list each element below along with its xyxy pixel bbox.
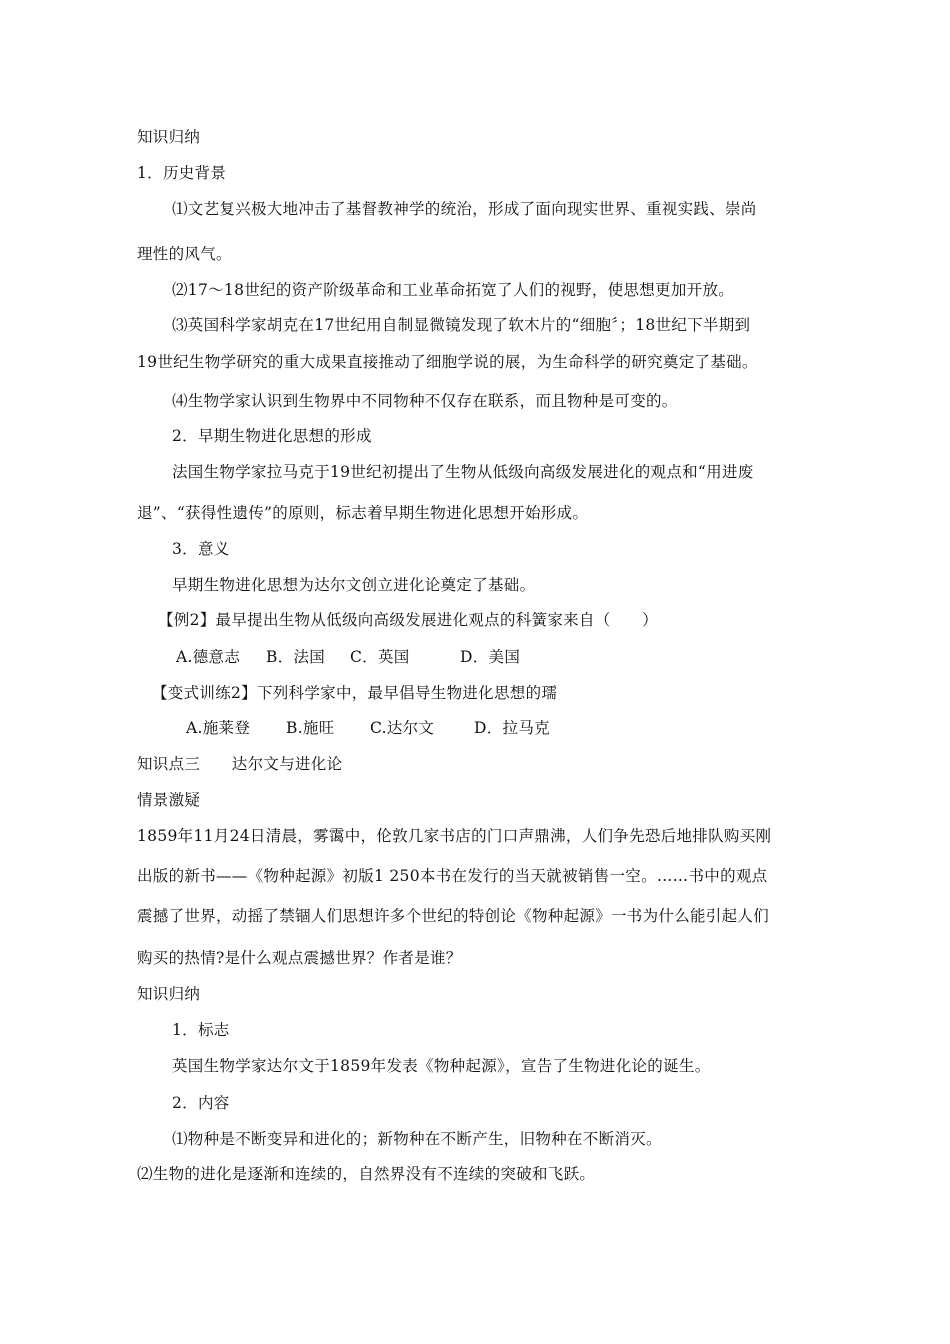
option-b: B.施旺 <box>286 719 335 737</box>
section-heading-knowledge-summary: 知识归纳 <box>137 128 201 146</box>
scenario-line4: 购买的热情?是什么观点震撼世界？作者是谁？ <box>137 949 462 967</box>
paragraph-renaissance-line2: 理性的风气。 <box>137 245 232 263</box>
option-c: C.达尔文 <box>370 719 435 737</box>
content-point-2: ⑵生物的进化是逐渐和连续的，自然界没有不连续的突破和飞跃。 <box>137 1165 596 1183</box>
example-2-options <box>176 647 520 667</box>
paragraph-revolutions: ⑵17～18世纪的资产阶级革命和工业革命拓宽了人们的视野，使思想更加开放。 <box>172 281 735 299</box>
scenario-line3: 震撼了世界，动摇了禁锢人们思想许多个世纪的特创论《物种起源》一书为什么能引起人们 <box>137 907 770 925</box>
content-point-1: ⑴物种是不断变异和进化的；新物种在不断产生，旧物种在不断消灭。 <box>172 1130 662 1148</box>
paragraph-lamarck-line2: 退”、“获得性遗传”的原则，标志着早期生物进化思想开始形成。 <box>137 504 589 522</box>
item-title-milestone: 1．标志 <box>172 1021 230 1039</box>
scenario-heading: 情景激疑 <box>137 791 201 809</box>
item-title-significance: 3．意义 <box>172 540 230 558</box>
option-d: D．拉马克 <box>474 719 550 737</box>
example-2-question: 【例2】最早提出生物从低级向高级发展进化观点的科簧家来自（ ） <box>158 611 658 629</box>
paragraph-species-variable: ⑷生物学家认识到生物界中不同物种不仅存在联系，而且物种是可变的。 <box>172 392 678 410</box>
section-heading-knowledge-summary-2: 知识归纳 <box>137 985 201 1003</box>
option-a: A.施莱登 <box>186 719 251 737</box>
scenario-line2: 出版的新书——《物种起源》初版1 250本书在发行的当天就被销售一空。……书中的观点 <box>137 867 768 885</box>
option-d: D．美国 <box>460 648 521 666</box>
option-a: A.德意志 <box>176 648 241 666</box>
paragraph-lamarck-line1: 法国生物学家拉马克于19世纪初提出了生物从低级向高级发展进化的观点和“用进废 <box>172 463 754 481</box>
scenario-line1: 1859年11月24日清晨，雾霭中，伦敦几家书店的门口声鼎沸，人们争先恐后地排队购买刚 <box>137 827 772 845</box>
variant-training-2-options <box>186 718 550 738</box>
variant-training-2-question: 【变式训练2】下列科学家中，最早倡导生物进化思想的瓀 <box>152 684 558 702</box>
paragraph-hooke-line1: ⑶英国科学家胡克在17世纪用自制显微镜发现了软木片的“细胞〞；18世纪下半期到 <box>172 316 751 334</box>
item-title-historical-background: 1．历史背景 <box>137 164 227 182</box>
paragraph-renaissance-line1: ⑴文艺复兴极大地冲击了基督教神学的统治，形成了面向现实世界、重视实践、崇尚 <box>172 200 757 218</box>
item-title-content: 2．内容 <box>172 1094 230 1112</box>
option-c: C．英国 <box>350 648 410 666</box>
option-b: B．法国 <box>266 648 326 666</box>
item-title-early-evolution: 2．早期生物进化思想的形成 <box>172 427 372 445</box>
paragraph-milestone: 英国生物学家达尔文于1859年发表《物种起源》，宣告了生物进化论的诞生。 <box>172 1057 711 1075</box>
section-title-darwin: 知识点三 达尔文与进化论 <box>137 755 343 773</box>
paragraph-significance: 早期生物进化思想为达尔文创立进化论奠定了基础。 <box>172 576 536 594</box>
paragraph-hooke-line2: 19世纪生物学研究的重大成果直接推动了细胞学说的展，为生命科学的研究奠定了基础。 <box>137 353 758 371</box>
